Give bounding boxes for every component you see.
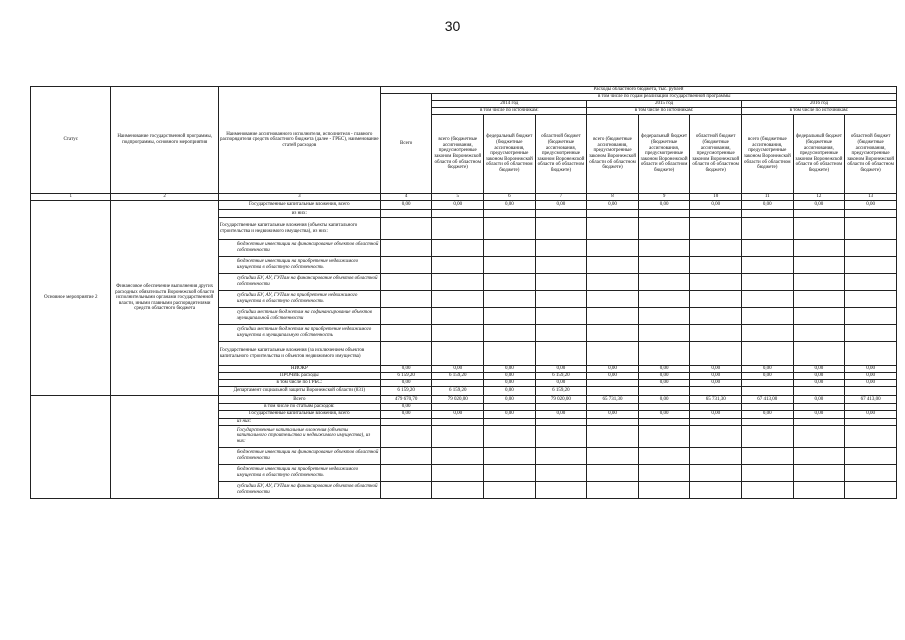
value-cell: [484, 404, 536, 411]
value-cell: [432, 418, 484, 425]
value-cell: [535, 325, 587, 342]
value-cell: [380, 210, 432, 218]
value-cell: 0,00: [690, 373, 742, 380]
value-cell: [845, 481, 897, 498]
value-cell: [484, 218, 536, 240]
value-cell: [587, 447, 639, 464]
by-years-header: в том числе по годам реализации государственной программы: [432, 94, 897, 101]
value-cell: [587, 308, 639, 325]
value-cell: [432, 464, 484, 481]
value-cell: [587, 240, 639, 257]
value-cell: [535, 257, 587, 274]
value-cell: 0,00: [432, 366, 484, 373]
value-cell: [587, 425, 639, 447]
program-name-cell: [111, 396, 218, 499]
by-sources-2016: в том числе по источникам:: [741, 108, 896, 115]
value-cell: [845, 274, 897, 291]
value-cell: [380, 325, 432, 342]
year-2016-header: 2016 год: [741, 101, 896, 108]
value-cell: 6 159,20: [535, 387, 587, 396]
value-cell: [690, 481, 742, 498]
column-number: 8: [587, 194, 639, 201]
value-cell: [432, 308, 484, 325]
value-cell: [432, 274, 484, 291]
value-cell: [741, 274, 793, 291]
row-label: в том числе по ГРБС:: [218, 380, 380, 387]
value-cell: [845, 387, 897, 396]
value-cell: [793, 425, 845, 447]
value-cell: [638, 257, 690, 274]
column-number: 10: [690, 194, 742, 201]
value-cell: 0,00: [793, 373, 845, 380]
value-cell: [432, 447, 484, 464]
row-label: Государственные капитальные вложения (за исключением объектов капитального строительства и объектов недвижимого имущества): [218, 342, 380, 366]
value-cell: 0,00: [535, 380, 587, 387]
value-cell: [690, 291, 742, 308]
value-cell: [587, 380, 639, 387]
value-cell: 79 020,00: [535, 396, 587, 404]
value-cell: 6 159,20: [380, 373, 432, 380]
value-cell: [741, 481, 793, 498]
value-cell: 79 020,00: [432, 396, 484, 404]
value-cell: [380, 240, 432, 257]
row-label: бюджетные инвестиции на финансирование объектов областной собственности: [218, 240, 380, 257]
value-cell: [741, 325, 793, 342]
column-number: 4: [380, 194, 432, 201]
value-cell: [638, 342, 690, 366]
value-cell: [845, 404, 897, 411]
value-cell: [690, 210, 742, 218]
value-cell: [741, 464, 793, 481]
value-cell: [741, 308, 793, 325]
value-cell: [587, 291, 639, 308]
row-label: Государственные капитальные вложения, всего: [218, 410, 380, 418]
value-cell: [638, 291, 690, 308]
value-cell: 0,00: [793, 201, 845, 210]
value-cell: 0,00: [741, 201, 793, 210]
value-cell: [741, 404, 793, 411]
value-cell: 0,00: [587, 366, 639, 373]
year-2014-header: 2014 год: [432, 101, 587, 108]
value-cell: 0,00: [638, 201, 690, 210]
column-number: 6: [484, 194, 536, 201]
value-cell: [638, 481, 690, 498]
row-label: в том числе по статьям расходов:: [218, 404, 380, 411]
row-label: из них:: [218, 418, 380, 425]
value-cell: 0,00: [380, 410, 432, 418]
table-row: [31, 201, 897, 210]
value-cell: 0,00: [432, 410, 484, 418]
value-cell: [741, 425, 793, 447]
row-label: ПРОЧИЕ расходы: [218, 373, 380, 380]
value-cell: [793, 218, 845, 240]
value-cell: [484, 325, 536, 342]
value-cell: [845, 447, 897, 464]
value-cell: [638, 240, 690, 257]
value-cell: 0,00: [380, 201, 432, 210]
value-cell: 0,00: [741, 410, 793, 418]
total-header: Всего: [380, 94, 432, 194]
value-cell: [793, 418, 845, 425]
value-cell: [741, 218, 793, 240]
value-cell: 0,00: [638, 373, 690, 380]
value-cell: 0,00: [845, 366, 897, 373]
value-cell: [535, 418, 587, 425]
value-cell: [535, 291, 587, 308]
col-all-2015: всего (бюджетные ассигнования, предусмотренные законом Воронежской области об областном бюджете): [587, 115, 639, 194]
value-cell: 0,00: [380, 380, 432, 387]
value-cell: 0,00: [380, 366, 432, 373]
value-cell: 0,00: [587, 373, 639, 380]
value-cell: [793, 240, 845, 257]
value-cell: 0,00: [380, 404, 432, 411]
value-cell: 67 413,00: [741, 396, 793, 404]
value-cell: [535, 425, 587, 447]
table-row: [31, 396, 897, 404]
value-cell: [845, 464, 897, 481]
value-cell: [741, 257, 793, 274]
value-cell: [793, 257, 845, 274]
value-cell: [793, 274, 845, 291]
value-cell: 0,00: [793, 410, 845, 418]
column-number: 1: [31, 194, 111, 201]
value-cell: [690, 418, 742, 425]
indicator-name-header: Наименование ассигнованного исполнителя, исполнителя - главного распорядителя средств областного бюджета (далее - ГРБС), наименование статей расходов: [218, 87, 380, 194]
value-cell: [690, 274, 742, 291]
value-cell: [484, 418, 536, 425]
value-cell: 0,00: [638, 410, 690, 418]
value-cell: [690, 447, 742, 464]
value-cell: 0,00: [432, 201, 484, 210]
value-cell: [638, 387, 690, 396]
value-cell: [535, 464, 587, 481]
col-reg-2014: областной бюджет (бюджетные ассигнования, предусмотренные законом Воронежской области об областном бюджете): [535, 115, 587, 194]
value-cell: [793, 404, 845, 411]
value-cell: [587, 404, 639, 411]
value-cell: 0,00: [793, 366, 845, 373]
col-fed-2016: федеральный бюджет (бюджетные ассигнования, предусмотренные законом Воронежской области об областном бюджете): [793, 115, 845, 194]
row-label: бюджетные инвестиции на приобретение недвижимого имущества в областную собственность: [218, 257, 380, 274]
value-cell: [380, 342, 432, 366]
value-cell: [587, 218, 639, 240]
column-number: 2: [111, 194, 218, 201]
value-cell: 0,00: [690, 366, 742, 373]
value-cell: [432, 291, 484, 308]
value-cell: [638, 404, 690, 411]
value-cell: [845, 240, 897, 257]
value-cell: [741, 418, 793, 425]
value-cell: 0,00: [638, 380, 690, 387]
value-cell: [484, 481, 536, 498]
value-cell: [432, 257, 484, 274]
value-cell: [587, 274, 639, 291]
value-cell: [380, 218, 432, 240]
col-fed-2015: федеральный бюджет (бюджетные ассигнования, предусмотренные законом Воронежской области об областном бюджете): [638, 115, 690, 194]
value-cell: [793, 481, 845, 498]
column-number: 9: [638, 194, 690, 201]
value-cell: [845, 342, 897, 366]
row-label: НИОКР: [218, 366, 380, 373]
value-cell: [432, 404, 484, 411]
column-number: 5: [432, 194, 484, 201]
value-cell: 6 159,20: [432, 373, 484, 380]
expenses-title: Расходы областного бюджета, тыс. рублей: [380, 87, 896, 94]
value-cell: [587, 257, 639, 274]
row-label: субсидии местным бюджетам на софинансирование объектов муниципальной собственности: [218, 308, 380, 325]
program-name-header: Наименование государственной программы, подпрограммы, основного мероприятия: [111, 87, 218, 194]
value-cell: 0,00: [484, 410, 536, 418]
value-cell: [690, 425, 742, 447]
value-cell: [845, 210, 897, 218]
value-cell: [690, 218, 742, 240]
column-number: 7: [535, 194, 587, 201]
value-cell: [484, 342, 536, 366]
row-label: Государственные капитальные вложения, всего: [218, 201, 380, 210]
row-label: Государственные капитальные вложения (объекты капитального строительства и недвижимого имущества), из них:: [218, 425, 380, 447]
value-cell: 0,00: [535, 201, 587, 210]
value-cell: [535, 308, 587, 325]
value-cell: [380, 257, 432, 274]
value-cell: [535, 481, 587, 498]
value-cell: 0,00: [793, 396, 845, 404]
row-label: субсидии БУ, АУ, ГУПам на финансирование объектов областной собственности: [218, 274, 380, 291]
value-cell: 0,00: [741, 373, 793, 380]
value-cell: [380, 418, 432, 425]
value-cell: [587, 342, 639, 366]
value-cell: [484, 240, 536, 257]
value-cell: [587, 418, 639, 425]
value-cell: [690, 464, 742, 481]
page-number: 30: [444, 18, 461, 34]
value-cell: [484, 257, 536, 274]
row-label: субсидии БУ, АУ, ГУПам на приобретение недвижимого имущества в областную собственность: [218, 291, 380, 308]
row-label: бюджетные инвестиции на финансирование объектов областной собственности: [218, 447, 380, 464]
value-cell: 6 159,20: [535, 373, 587, 380]
column-number: 13: [845, 194, 897, 201]
value-cell: [638, 274, 690, 291]
value-cell: [793, 387, 845, 396]
value-cell: [793, 325, 845, 342]
value-cell: [380, 464, 432, 481]
value-cell: [587, 464, 639, 481]
value-cell: [741, 447, 793, 464]
value-cell: [741, 387, 793, 396]
value-cell: [741, 210, 793, 218]
value-cell: [638, 308, 690, 325]
col-reg-2015: областной бюджет (бюджетные ассигнования, предусмотренные законом Воронежской области об областном бюджете): [690, 115, 742, 194]
value-cell: [535, 240, 587, 257]
value-cell: [535, 447, 587, 464]
status-header: Статус: [31, 87, 111, 194]
value-cell: [535, 218, 587, 240]
value-cell: 0,00: [845, 373, 897, 380]
status-cell: Основное мероприятие 2: [31, 201, 111, 396]
value-cell: [638, 210, 690, 218]
value-cell: [690, 308, 742, 325]
budget-table: [30, 86, 897, 499]
value-cell: [432, 342, 484, 366]
value-cell: 0,00: [484, 373, 536, 380]
value-cell: [380, 481, 432, 498]
value-cell: [484, 425, 536, 447]
value-cell: [587, 325, 639, 342]
value-cell: [484, 291, 536, 308]
value-cell: 65 731,30: [587, 396, 639, 404]
column-number: 11: [741, 194, 793, 201]
value-cell: [741, 380, 793, 387]
value-cell: [535, 210, 587, 218]
value-cell: [793, 291, 845, 308]
value-cell: [535, 342, 587, 366]
column-number: 3: [218, 194, 380, 201]
value-cell: 0,00: [793, 380, 845, 387]
value-cell: 0,00: [535, 410, 587, 418]
value-cell: 6 159,20: [432, 387, 484, 396]
col-fed-2014: федеральный бюджет (бюджетные ассигнования, предусмотренные законом Воронежской области об областном бюджете): [484, 115, 536, 194]
value-cell: 0,00: [484, 380, 536, 387]
value-cell: 0,00: [535, 366, 587, 373]
value-cell: [432, 380, 484, 387]
value-cell: 0,00: [845, 410, 897, 418]
value-cell: 0,00: [845, 201, 897, 210]
value-cell: [380, 291, 432, 308]
value-cell: [793, 464, 845, 481]
row-label: Департамент социальной защиты Воронежской области (831): [218, 387, 380, 396]
row-label: из них:: [218, 210, 380, 218]
value-cell: 0,00: [638, 366, 690, 373]
value-cell: [690, 240, 742, 257]
value-cell: [845, 218, 897, 240]
value-cell: [432, 481, 484, 498]
value-cell: 0,00: [587, 201, 639, 210]
value-cell: [793, 308, 845, 325]
value-cell: [432, 210, 484, 218]
value-cell: 479 670,70: [380, 396, 432, 404]
value-cell: [432, 218, 484, 240]
col-all-2016: всего (бюджетные ассигнования, предусмотренные законом Воронежской области об областном бюджете): [741, 115, 793, 194]
value-cell: [741, 291, 793, 308]
row-label: субсидии БУ, АУ, ГУПам на финансирование объектов областной собственности: [218, 481, 380, 498]
value-cell: 0,00: [638, 396, 690, 404]
value-cell: [484, 447, 536, 464]
value-cell: [380, 308, 432, 325]
row-label: бюджетные инвестиции на приобретение недвижимого имущества в областную собственность: [218, 464, 380, 481]
value-cell: [638, 218, 690, 240]
value-cell: [380, 274, 432, 291]
row-label: Всего: [218, 396, 380, 404]
value-cell: 67 413,00: [845, 396, 897, 404]
by-sources-2015: в том числе по источникам:: [587, 108, 742, 115]
value-cell: [380, 425, 432, 447]
value-cell: 0,00: [484, 396, 536, 404]
value-cell: [484, 274, 536, 291]
value-cell: 65 731,30: [690, 396, 742, 404]
col-all-2014: всего (бюджетные ассигнования, предусмотренные законом Воронежской области об областном бюджете): [432, 115, 484, 194]
value-cell: [690, 387, 742, 396]
value-cell: [690, 325, 742, 342]
row-label: Государственные капитальные вложения (объекты капитального строительства и недвижимого имущества), из них:: [218, 218, 380, 240]
year-2015-header: 2015 год: [587, 101, 742, 108]
value-cell: [587, 481, 639, 498]
value-cell: [587, 210, 639, 218]
status-cell: [31, 396, 111, 499]
value-cell: [638, 325, 690, 342]
value-cell: [741, 342, 793, 366]
value-cell: 0,00: [690, 410, 742, 418]
value-cell: [845, 257, 897, 274]
value-cell: [793, 447, 845, 464]
value-cell: [380, 447, 432, 464]
col-reg-2016: областной бюджет (бюджетные ассигнования, предусмотренные законом Воронежской области об областном бюджете): [845, 115, 897, 194]
value-cell: [638, 425, 690, 447]
value-cell: [638, 464, 690, 481]
value-cell: 0,00: [741, 366, 793, 373]
value-cell: [793, 342, 845, 366]
value-cell: 0,00: [845, 380, 897, 387]
value-cell: [535, 274, 587, 291]
column-numbers-row: [31, 194, 897, 201]
value-cell: [432, 325, 484, 342]
value-cell: 0,00: [484, 201, 536, 210]
value-cell: [432, 240, 484, 257]
value-cell: [845, 325, 897, 342]
value-cell: [845, 308, 897, 325]
column-number: 12: [793, 194, 845, 201]
value-cell: [432, 425, 484, 447]
value-cell: 0,00: [690, 201, 742, 210]
value-cell: 6 159,20: [380, 387, 432, 396]
row-label: субсидии местным бюджетам на приобретение недвижимого имущества в муниципальную собственность: [218, 325, 380, 342]
value-cell: [535, 404, 587, 411]
value-cell: [587, 387, 639, 396]
value-cell: [638, 418, 690, 425]
by-sources-2014: в том числе по источникам:: [432, 108, 587, 115]
value-cell: 0,00: [484, 387, 536, 396]
value-cell: [845, 418, 897, 425]
value-cell: [690, 257, 742, 274]
value-cell: [484, 308, 536, 325]
value-cell: 0,00: [690, 380, 742, 387]
value-cell: [484, 210, 536, 218]
value-cell: [845, 425, 897, 447]
value-cell: 0,00: [484, 366, 536, 373]
value-cell: [690, 342, 742, 366]
value-cell: [484, 464, 536, 481]
value-cell: [638, 447, 690, 464]
value-cell: 0,00: [587, 410, 639, 418]
program-name-cell: Финансовое обеспечение выполнения других расходных обязательств Воронежской области исполнительными органами государственной власти, иными главными распорядителями средств областного бюджета: [111, 201, 218, 396]
value-cell: [690, 404, 742, 411]
value-cell: [793, 210, 845, 218]
value-cell: [845, 291, 897, 308]
value-cell: [741, 240, 793, 257]
